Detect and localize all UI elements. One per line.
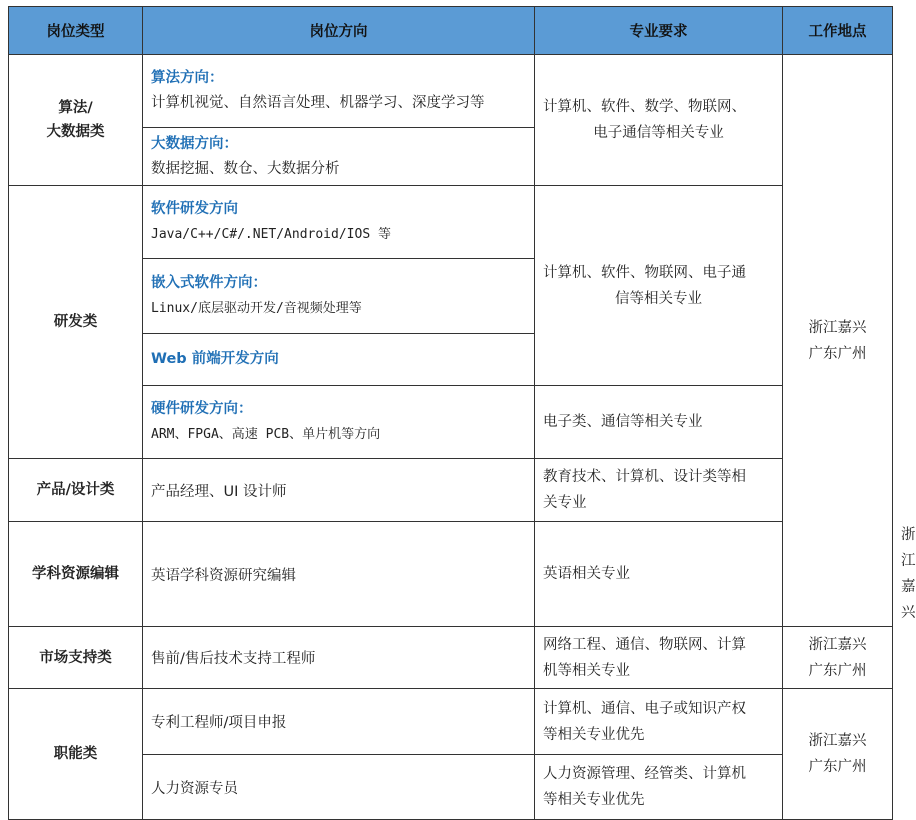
table-row: 学科资源编辑 英语学科资源研究编辑 英语相关专业 浙江嘉兴 — [9, 522, 893, 627]
direction-hardware: 硬件研发方向： ARM、FPGA、高速 PCB、单片机等方向 — [143, 386, 535, 459]
direction-algorithm: 算法方向： 计算机视觉、自然语言处理、机器学习、深度学习等 — [143, 55, 535, 128]
category-rd: 研发类 — [9, 186, 143, 459]
category-algo-bigdata: 算法/ 大数据类 — [9, 55, 143, 186]
header-job-type: 岗位类型 — [9, 7, 143, 55]
header-requirements: 专业要求 — [535, 7, 783, 55]
table-row — [9, 627, 893, 689]
direction-patent: 专利工程师/项目申报 — [143, 689, 535, 755]
category-product-design: 产品/设计类 — [9, 459, 143, 522]
direction-web-frontend: Web 前端开发方向 — [143, 334, 535, 386]
requirements-hr: 人力资源管理、经管类、计算机 等相关专业优先 — [535, 755, 783, 820]
direction-software: 软件研发方向 Java/C++/C#/.NET/Android/IOS 等 — [143, 186, 535, 259]
table-row — [9, 689, 893, 755]
requirements-editor: 英语相关专业 — [535, 522, 783, 627]
location-main: 浙江嘉兴 广东广州 — [783, 55, 893, 627]
category-editor: 学科资源编辑 — [9, 522, 143, 627]
direction-market: 售前/售后技术支持工程师 — [143, 627, 535, 689]
requirements-market: 网络工程、通信、物联网、计算 机等相关专业 — [535, 627, 783, 689]
direction-hr: 人力资源专员 — [143, 755, 535, 820]
requirements-software: 计算机、软件、物联网、电子通 信等相关专业 — [535, 186, 783, 386]
category-functional: 职能类 — [9, 689, 143, 820]
location-functional: 浙江嘉兴 广东广州 — [783, 689, 893, 820]
category-market: 市场支持类 — [9, 627, 143, 689]
requirements-hardware: 电子类、通信等相关专业 — [535, 386, 783, 459]
requirements-patent: 计算机、通信、电子或知识产权 等相关专业优先 — [535, 689, 783, 755]
location-market: 浙江嘉兴 广东广州 — [783, 627, 893, 689]
table-row — [9, 55, 893, 128]
table-row — [9, 186, 893, 259]
table-row — [9, 459, 893, 522]
requirements-algo: 计算机、软件、数学、物联网、 电子通信等相关专业 — [535, 55, 783, 186]
requirements-product: 教育技术、计算机、设计类等相 关专业 — [535, 459, 783, 522]
header-location: 工作地点 — [783, 7, 893, 55]
direction-product: 产品经理、UI 设计师 — [143, 459, 535, 522]
direction-embedded: 嵌入式软件方向： Linux/底层驱动开发/音视频处理等 — [143, 259, 535, 334]
header-row — [9, 7, 893, 55]
header-job-direction: 岗位方向 — [143, 7, 535, 55]
job-table — [8, 6, 916, 820]
direction-editor: 英语学科资源研究编辑 — [143, 522, 535, 627]
direction-bigdata: 大数据方向： 数据挖掘、数仓、大数据分析 — [143, 128, 535, 186]
